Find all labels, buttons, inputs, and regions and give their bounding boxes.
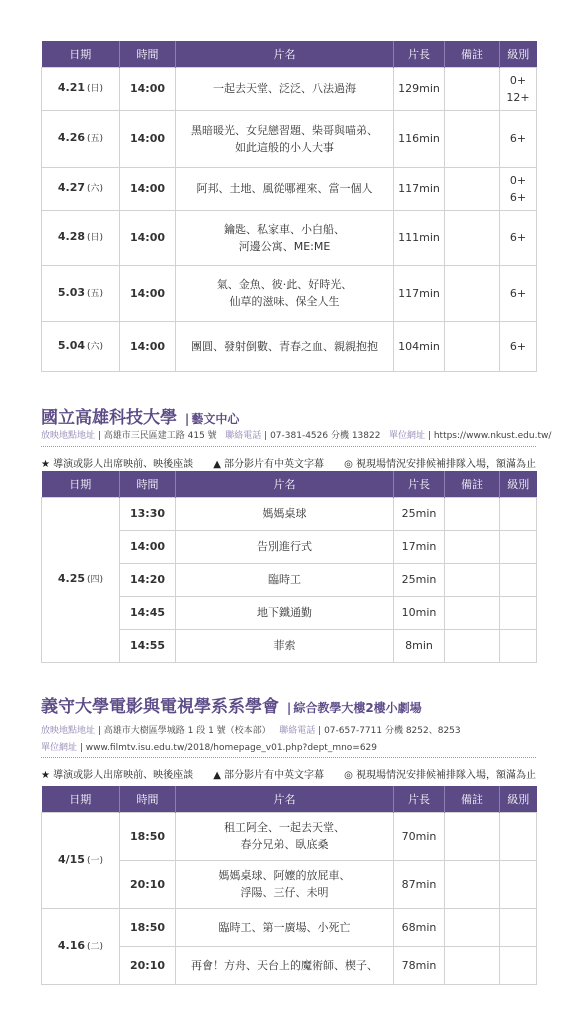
header-title: 片名	[176, 41, 394, 67]
table-header-row	[42, 786, 537, 812]
venue-subtitle: 藝文中心	[191, 412, 240, 426]
screening-time: 13:30	[120, 497, 176, 530]
rating-cell	[500, 812, 537, 860]
note-cell	[445, 563, 500, 596]
note-cell	[445, 860, 500, 908]
table-header-row	[42, 41, 537, 67]
venue-info-isu-line1: 放映地點地址 | 高雄市大樹區學城路 1 段 1 號（校本部） 聯絡電話 | 07-657-7711 分機 8252、8253	[41, 726, 461, 736]
film-length: 68min	[394, 908, 445, 946]
table-row	[42, 67, 537, 110]
film-length: 70min	[394, 812, 445, 860]
note-cell	[445, 497, 500, 530]
film-length: 78min	[394, 946, 445, 984]
table-row	[42, 321, 537, 371]
screening-date: 4.26 (五)	[42, 110, 120, 167]
divider	[41, 757, 536, 758]
schedule-table-2	[41, 471, 537, 663]
note-standby: ◎ 視現場情況安排候補排隊入場，額滿為止	[344, 770, 536, 781]
note-cell	[445, 908, 500, 946]
note-cell	[445, 530, 500, 563]
header-date: 日期	[42, 786, 120, 812]
screening-time: 18:50	[120, 908, 176, 946]
header-date: 日期	[42, 471, 120, 497]
note-cell	[445, 265, 500, 321]
header-date: 日期	[42, 41, 120, 67]
note-cell	[445, 67, 500, 110]
rating-cell: 6+	[500, 321, 537, 371]
film-length: 116min	[394, 110, 445, 167]
note-cell	[445, 110, 500, 167]
rating-cell	[500, 860, 537, 908]
header-rating: 級別	[500, 786, 537, 812]
header-time: 時間	[120, 41, 176, 67]
screening-time: 14:00	[120, 167, 176, 210]
venue-website-link[interactable]: | https://www.nkust.edu.tw/	[427, 431, 552, 441]
header-length: 片長	[394, 471, 445, 497]
film-titles: 鑰匙、私家車、小白船、 河邊公寓、ME:ME	[176, 210, 394, 265]
film-title: 地下鐵通勤	[176, 596, 394, 629]
rating-cell	[500, 908, 537, 946]
film-length: 25min	[394, 563, 445, 596]
schedule-table-3	[41, 786, 537, 985]
rating-cell	[500, 530, 537, 563]
screening-time: 14:00	[120, 530, 176, 563]
film-length: 104min	[394, 321, 445, 371]
film-length: 117min	[394, 265, 445, 321]
legend-notes-3	[41, 766, 536, 781]
film-titles: 再會！方舟、天台上的魔術師、楔子、	[176, 946, 394, 984]
film-titles: 一起去天堂、泛泛、八法過海	[176, 67, 394, 110]
screening-time: 18:50	[120, 812, 176, 860]
screening-date: 4.16 (二)	[42, 908, 120, 984]
header-time: 時間	[120, 471, 176, 497]
header-length: 片長	[394, 41, 445, 67]
header-note: 備註	[445, 41, 500, 67]
note-director-talk: ★ 導演或影人出席映前、映後座談	[41, 459, 194, 470]
venue-title-isu: 義守大學電影與電視學系系學會 | 綜合教學大樓2樓小劇場	[41, 697, 422, 717]
film-titles: 團圓、發射倒數、青春之血、親親抱抱	[176, 321, 394, 371]
film-length: 10min	[394, 596, 445, 629]
screening-time: 20:10	[120, 860, 176, 908]
screening-date: 4.27 (六)	[42, 167, 120, 210]
note-subtitles: ▲ 部分影片有中英文字幕	[213, 770, 325, 781]
screening-date: 4/15 (一)	[42, 812, 120, 908]
rating-cell: 0+ 12+	[500, 67, 537, 110]
rating-cell	[500, 497, 537, 530]
film-length: 8min	[394, 629, 445, 662]
screening-date: 4.25 (四)	[42, 497, 120, 662]
table-row	[42, 497, 537, 530]
rating-cell: 0+ 6+	[500, 167, 537, 210]
header-rating: 級別	[500, 41, 537, 67]
film-title: 菲索	[176, 629, 394, 662]
header-length: 片長	[394, 786, 445, 812]
screening-time: 14:55	[120, 629, 176, 662]
screening-time: 14:20	[120, 563, 176, 596]
note-cell	[445, 210, 500, 265]
venue-info-isu-line2: 單位網址 | www.filmtv.isu.edu.tw/2018/homepage_v01.php?dept_mno=629	[41, 743, 378, 753]
film-title: 臨時工	[176, 563, 394, 596]
screening-time: 14:00	[120, 321, 176, 371]
film-titles: 黑暗暖光、女兒戀習題、柴哥與喵弟、 如此這般的小人大事	[176, 110, 394, 167]
film-length: 111min	[394, 210, 445, 265]
rating-cell	[500, 563, 537, 596]
legend-notes-2	[41, 455, 536, 470]
table-row	[42, 908, 537, 946]
screening-time: 14:00	[120, 110, 176, 167]
rating-cell	[500, 629, 537, 662]
screening-date: 4.28 (日)	[42, 210, 120, 265]
header-title: 片名	[176, 786, 394, 812]
header-rating: 級別	[500, 471, 537, 497]
screening-time: 14:00	[120, 210, 176, 265]
film-title: 告別進行式	[176, 530, 394, 563]
screening-time: 14:00	[120, 67, 176, 110]
film-titles: 媽媽桌球、阿嬤的放屁車、 浮陽、三仔、未明	[176, 860, 394, 908]
film-titles: 氣、金魚、彼‧此、好時光、 仙草的滋味、保全人生	[176, 265, 394, 321]
note-standby: ◎ 視現場情況安排候補排隊入場，額滿為止	[344, 459, 536, 470]
film-length: 25min	[394, 497, 445, 530]
screening-date: 4.21 (日)	[42, 67, 120, 110]
note-subtitles: ▲ 部分影片有中英文字幕	[213, 459, 325, 470]
table-row	[42, 265, 537, 321]
note-cell	[445, 167, 500, 210]
schedule-table-1	[41, 41, 537, 372]
table-row	[42, 812, 537, 860]
table-row	[42, 167, 537, 210]
film-title: 媽媽桌球	[176, 497, 394, 530]
venue-info-nkust: 放映地點地址 | 高雄市三民區建工路 415 號 聯絡電話 | 07-381-4526 分機 13822 單位網址 | https://www.nkust.edu.tw/	[41, 431, 552, 441]
header-note: 備註	[445, 786, 500, 812]
header-title: 片名	[176, 471, 394, 497]
rating-cell: 6+	[500, 265, 537, 321]
film-length: 117min	[394, 167, 445, 210]
table-row	[42, 110, 537, 167]
table-row	[42, 210, 537, 265]
note-director-talk: ★ 導演或影人出席映前、映後座談	[41, 770, 194, 781]
note-cell	[445, 321, 500, 371]
note-cell	[445, 596, 500, 629]
film-length: 17min	[394, 530, 445, 563]
venue-website-link[interactable]: | www.filmtv.isu.edu.tw/2018/homepage_v01.php?dept_mno=629	[79, 743, 378, 753]
note-cell	[445, 812, 500, 860]
rating-cell: 6+	[500, 210, 537, 265]
film-titles: 臨時工、第一廣場、小死亡	[176, 908, 394, 946]
screening-date: 5.03 (五)	[42, 265, 120, 321]
venue-subtitle: 綜合教學大樓2樓小劇場	[293, 701, 422, 715]
screening-time: 14:45	[120, 596, 176, 629]
screening-time: 20:10	[120, 946, 176, 984]
rating-cell: 6+	[500, 110, 537, 167]
venue-title-nkust: 國立高雄科技大學 | 藝文中心	[41, 408, 240, 428]
screening-time: 14:00	[120, 265, 176, 321]
film-titles: 阿邦、土地、風從哪裡來、當一個人	[176, 167, 394, 210]
film-length: 87min	[394, 860, 445, 908]
header-note: 備註	[445, 471, 500, 497]
table-header-row	[42, 471, 537, 497]
divider	[41, 446, 536, 447]
film-titles: 租工阿全、一起去天堂、 春分兄弟、臥底桑	[176, 812, 394, 860]
note-cell	[445, 946, 500, 984]
rating-cell	[500, 596, 537, 629]
header-time: 時間	[120, 786, 176, 812]
film-length: 129min	[394, 67, 445, 110]
screening-date: 5.04 (六)	[42, 321, 120, 371]
rating-cell	[500, 946, 537, 984]
note-cell	[445, 629, 500, 662]
